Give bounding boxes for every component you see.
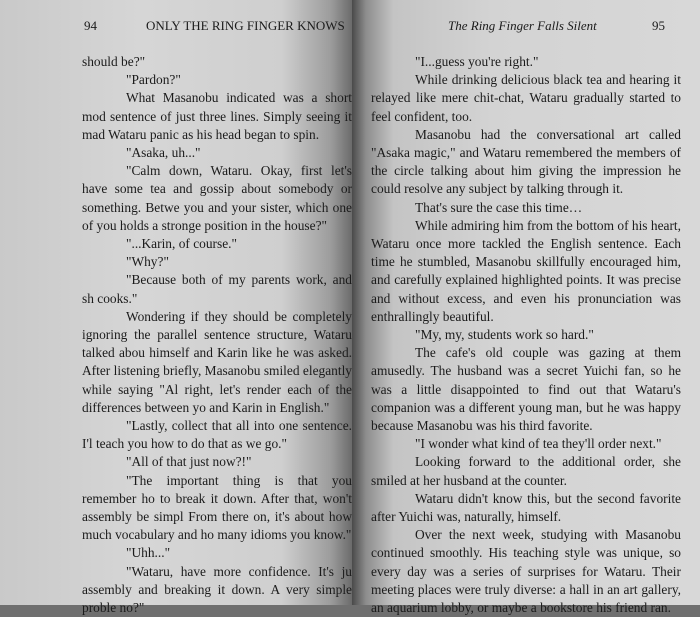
paragraph: "Uhh..." [126,545,171,561]
paragraph: "I...guess you're right." [415,54,539,69]
paragraph: "Because both of my parents work, and sh cooks." [82,272,352,306]
paragraph: "Lastly, collect that all into one sentence. I'l teach you how to do that as we go." [82,418,352,452]
paragraph: "Why?" [126,254,169,270]
paragraph: "All of that just now?!" [126,454,252,470]
paragraph: Over the next week, studying with Masanobu continued smoothly. His teaching style was unique, so every day was a series of surprises for Wataru. Their meeting places were truly diverse: a hall in an art gallery, an aquarium lobby, or maybe a bookstore his friend ran. [371,527,681,616]
left-page-body [82,53,352,617]
paragraph: Wondering if they should be completely ignoring the parallel sentence structure, Wataru talked abou himself and Karin like he was asked. After listening briefly, Masanobu smiled elegantly while saying "Al right, let's render each of the differences between yo and Karin in English." [82,308,352,415]
left-page-number: 94 [84,18,97,33]
paragraph: Looking forward to the additional order, she smiled at her husband at the counter. [371,454,681,488]
right-page-number: 95 [652,18,665,33]
paragraph: While drinking delicious black tea and hearing it relayed like mere chit-chat, Wataru gradually started to feel confident, too. [371,72,681,124]
left-running-head: ONLY THE RING FINGER KNOWS [146,18,345,33]
paragraph: "The important thing is that you remember ho to break it down. After that, won't assembly be simpl From there on, it's about how much vocabulary and ho many idioms you know." [82,472,352,543]
paragraph: should be?" [82,54,146,69]
paragraph: The cafe's old couple was gazing at them amusedly. The husband was a secret Yuichi fan, so he was a little disappointed to find out that Wataru's companion was a different young man, but he was happy because Masanobu was his third favorite. [371,345,681,434]
right-page [352,0,700,616]
paragraph: "My, my, students work so hard." [415,327,594,343]
paragraph: "Asaka, uh..." [126,145,201,161]
paragraph: While admiring him from the bottom of his heart, Wataru once more tackled the English sentence. Each time he stumbled, Masanobu skillfully encouraged him, and carefully explained highlighted points. It was precise and without excess, and even his pronunciation was enthrallingly beautiful. [371,217,681,324]
paragraph: That's sure the case this time… [415,199,583,215]
right-running-head: The Ring Finger Falls Silent [448,18,597,33]
paragraph: "...Karin, of course." [126,236,237,252]
right-page-body [371,53,681,617]
paragraph: Masanobu had the conversational art called "Asaka magic," and Wataru remembered the members of the circle talking about him giving the impression he could resolve any subject by talking through it. [371,126,681,197]
paragraph: "Pardon?" [126,72,181,88]
paragraph: Wataru didn't know this, but the second favorite after Yuichi was, naturally, himself. [371,490,681,525]
paragraph: "Calm down, Wataru. Okay, first let's have some tea and gossip about somebody or something. Betwe you and your sister, which one of you holds a stronge position in the house?" [82,163,352,233]
paragraph: "I wonder what kind of tea they'll order next." [415,436,662,452]
paragraph: "Wataru, have more confidence. It's ju assembly and breaking it down. A very simple proble no?" [82,563,352,616]
paragraph: What Masanobu indicated was a short mod sentence of just three lines. Simply seeing it mad Wataru panic as his head began to spin. [82,90,352,142]
